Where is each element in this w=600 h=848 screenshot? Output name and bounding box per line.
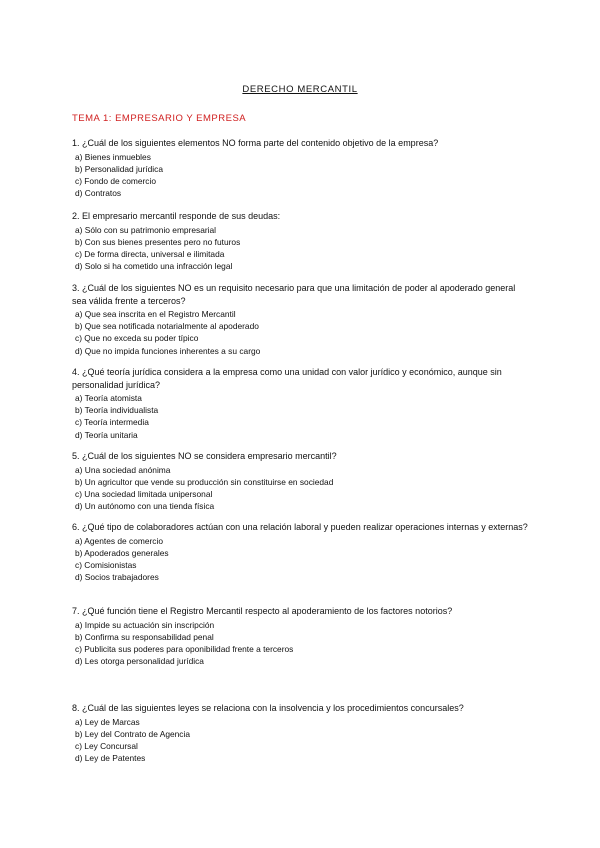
question-text: 7. ¿Qué función tiene el Registro Mercantil respecto al apoderamiento de los factores notorios? [72, 606, 453, 616]
question-text: 2. El empresario mercantil responde de sus deudas: [72, 211, 281, 221]
option-c: c) Que no exceda su poder típico [75, 333, 199, 344]
option-c: c) Fondo de comercio [75, 175, 156, 186]
option-c: c) De forma directa, universal e ilimitada [75, 248, 225, 259]
question-text: 6. ¿Qué tipo de colaboradores actúan con una relación laboral y pueden realizar operaciones internas y externas? [72, 522, 528, 532]
question-5 [72, 450, 532, 512]
question-2 [72, 210, 532, 272]
option-d: d) Un autónomo con una tienda física [75, 501, 215, 512]
answer-options [72, 392, 532, 441]
question-8 [72, 702, 532, 764]
answer-options [72, 464, 532, 513]
option-d: d) Contratos [75, 188, 122, 199]
question-text: 1. ¿Cuál de los siguientes elementos NO forma parte del contenido objetivo de la empresa? [72, 138, 439, 148]
question-1 [72, 137, 532, 199]
question-3 [72, 282, 532, 357]
option-d: d) Solo si ha cometido una infracción legal [75, 261, 233, 272]
option-b: b) Un agricultor que vende su producción sin constituirse en sociedad [75, 476, 334, 487]
option-c: c) Publicita sus poderes para oponibilidad frente a terceros [75, 643, 294, 654]
option-b: b) Apoderados generales [75, 547, 169, 558]
option-a: a) Teoría atomista [75, 393, 142, 403]
question-7 [72, 605, 532, 667]
option-d: d) Socios trabajadores [75, 572, 159, 583]
question-text: 8. ¿Cuál de las siguientes leyes se relaciona con la insolvencia y los procedimientos concursales? [72, 703, 464, 713]
question-4 [72, 366, 532, 441]
option-b: b) Confirma su responsabilidad penal [75, 631, 214, 642]
section-title: TEMA 1: EMPRESARIO Y EMPRESA [72, 113, 247, 124]
answer-options [72, 224, 532, 273]
option-b: b) Con sus bienes presentes pero no futuros [75, 236, 241, 247]
option-b: b) Teoría individualista [75, 405, 159, 416]
option-c: c) Comisionistas [75, 559, 137, 570]
option-a: a) Agentes de comercio [75, 535, 163, 546]
option-d: d) Ley de Patentes [75, 753, 146, 764]
question-text: 5. ¿Cuál de los siguientes NO se considera empresario mercantil? [72, 451, 337, 461]
answer-options [72, 151, 532, 200]
answer-options [72, 619, 532, 668]
document-title: DERECHO MERCANTIL [242, 84, 358, 95]
option-b: b) Que sea notificada notarialmente al apoderado [75, 321, 259, 332]
option-a: a) Bienes inmuebles [75, 151, 151, 162]
option-c: c) Ley Concursal [75, 740, 138, 751]
option-a: a) Ley de Marcas [75, 716, 140, 727]
option-d: d) Les otorga personalidad jurídica [75, 656, 204, 667]
option-b: b) Ley del Contrato de Agencia [75, 728, 191, 739]
option-d: d) Teoría unitaria [75, 429, 138, 440]
option-b: b) Personalidad jurídica [75, 163, 163, 174]
option-a: a) Que sea inscrita en el Registro Mercantil [75, 309, 236, 319]
question-text: 4. ¿Qué teoría jurídica considera a la empresa como una unidad con valor jurídico y económico, aunque sin personalidad jurídica? [72, 367, 502, 390]
answer-options [72, 535, 532, 584]
option-c: c) Una sociedad limitada unipersonal [75, 488, 213, 499]
option-d: d) Que no impida funciones inherentes a su cargo [75, 345, 261, 356]
question-6 [72, 521, 532, 583]
answer-options [72, 716, 532, 765]
option-a: a) Una sociedad anónima [75, 464, 171, 475]
option-a: a) Impide su actuación sin inscripción [75, 619, 215, 630]
question-text: 3. ¿Cuál de los siguientes NO es un requisito necesario para que una limitación de poder al apoderado general sea válida frente a terceros? [72, 283, 516, 306]
option-c: c) Teoría intermedia [75, 417, 149, 428]
option-a: a) Sólo con su patrimonio empresarial [75, 224, 217, 235]
answer-options [72, 308, 532, 357]
